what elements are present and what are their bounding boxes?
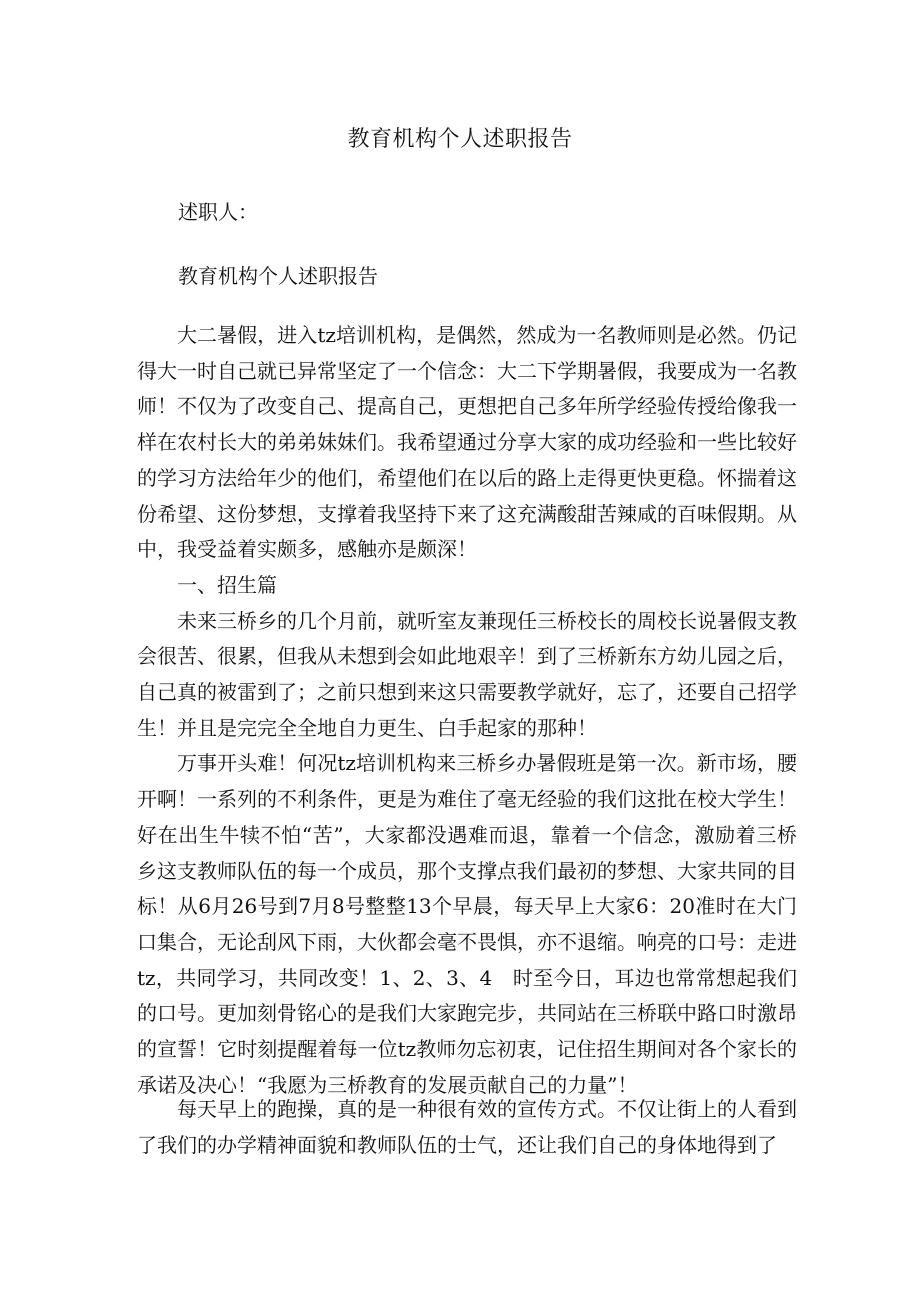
reporter-label: 述职人： bbox=[178, 200, 258, 224]
document-subtitle: 教育机构个人述职报告 bbox=[178, 264, 378, 288]
paragraph: 每天早上的跑操，真的是一种很有效的宣传方式。不仅让街上的人看到了我们的办学精神面貌和教师队伍的士气，还让我们自己的身体地得到了 bbox=[137, 1097, 797, 1157]
document-title: 教育机构个人述职报告 bbox=[347, 127, 573, 152]
paragraph: 大二暑假，进入tz培训机构，是偶然，然成为一名教师则是必然。仍记得大一时自己就已异常坚定了一个信念：大二下学期暑假，我要成为一名教师！不仅为了改变自己、提高自己，更想把自己多年所学经验传授给像我一样在农村长大的弟弟妹妹们。我希望通过分享大家的成功经验和一些比较好的学习方法给年少的他们，希望他们在以后的路上走得更快更稳。怀揣着这份希望、这份梦想，支撑着我坚持下来了这充满酸甜苦辣咸的百味假期。从中，我受益着实颇多，感触亦是颇深！ bbox=[137, 323, 797, 562]
body-section-2 bbox=[137, 1092, 797, 1163]
body-section-1 bbox=[137, 318, 797, 1103]
paragraph: 未来三桥乡的几个月前，就听室友兼现任三桥校长的周校长说暑假支教会很苦、很累，但我从未想到会如此地艰辛！到了三桥新东方幼儿园之后，自己真的被雷到了；之前只想到来这只需要教学就好，忘了，还要自己招学生！并且是完完全全地自力更生、白手起家的那种！ bbox=[137, 608, 797, 740]
section-heading: 一、招生篇 bbox=[177, 572, 277, 597]
paragraph: 万事开头难！何况tz培训机构来三桥乡办暑假班是第一次。新市场，腰开啊！一系列的不利条件，更是为难住了毫无经验的我们这批在校大学生！好在出生牛犊不怕“苦”，大家都没遇难而退，靠着一个信念，激励着三桥乡这支教师队伍的每一个成员，那个支撑点我们最初的梦想、大家共同的目标！从6月26号到7月8号整整13个早晨，每天早上大家6：20准时在大门口集合，无论刮风下雨，大伙都会毫不畏惧，亦不退缩。响亮的口号：走进tz，共同学习，共同改变！1、2、3、4 时至今日，耳边也常常想起我们的口号。更加刻骨铭心的是我们大家跑完步，共同站在三桥联中路口时激昂的宣誓！它时刻提醒着每一位tz教师勿忘初衷，记住招生期间对各个家长的承诺及决心！“我愿为三桥教育的发展贡献自己的力量”！ bbox=[137, 751, 797, 1097]
